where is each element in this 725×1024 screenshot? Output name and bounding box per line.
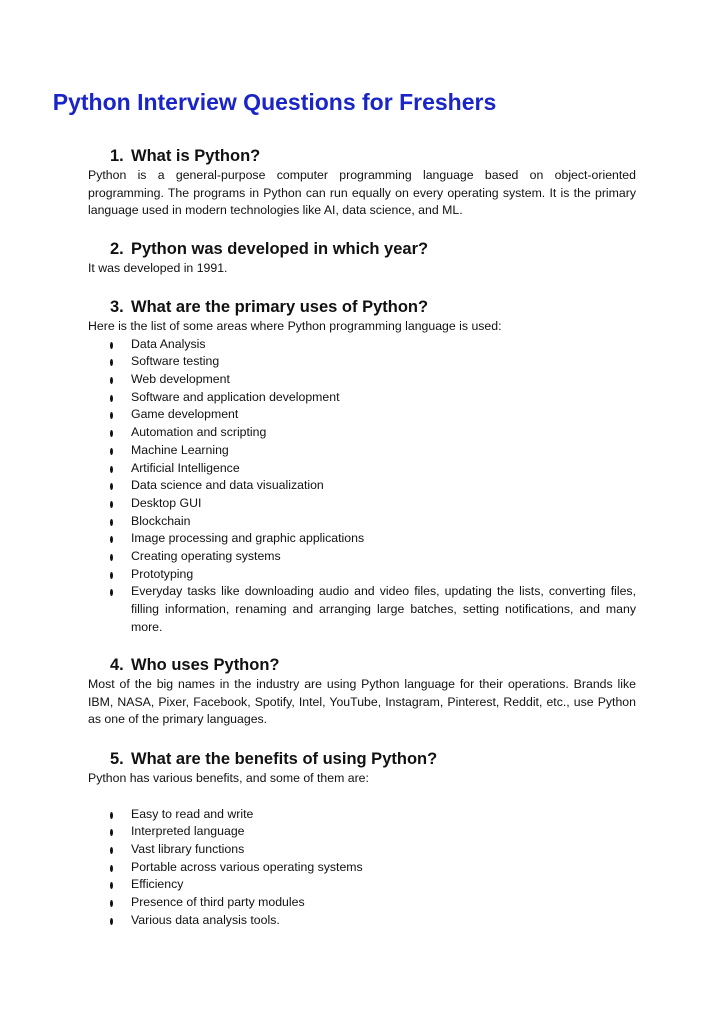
section-developed-year (88, 238, 636, 278)
section-who-uses (88, 654, 636, 729)
bullet-icon (110, 882, 113, 889)
benefits-list (88, 806, 636, 930)
section-number: 4. (110, 656, 124, 674)
section-number: 3. (110, 298, 124, 316)
bullet-icon (110, 501, 113, 508)
list-item: Presence of third party modules (88, 894, 636, 912)
bullet-icon (110, 865, 113, 872)
bullet-icon (110, 812, 113, 819)
bullet-icon (110, 466, 113, 473)
list-item: Vast library functions (88, 841, 636, 859)
section-heading-text: What are the primary uses of Python? (131, 298, 429, 316)
list-item: Machine Learning (88, 442, 636, 460)
section-heading-text: Who uses Python? (131, 656, 280, 674)
section-primary-uses (88, 296, 636, 637)
list-item: Web development (88, 371, 636, 389)
page-title: Python Interview Questions for Freshers (52, 89, 497, 115)
section-heading (88, 654, 636, 676)
section-paragraph: Here is the list of some areas where Python programming language is used: (88, 319, 502, 333)
section-number: 2. (110, 240, 124, 258)
section-number: 5. (110, 750, 124, 768)
section-heading-text: Python was developed in which year? (131, 240, 429, 258)
list-item: Artificial Intelligence (88, 460, 636, 478)
section-number: 1. (110, 147, 124, 165)
list-item: Software testing (88, 353, 636, 371)
bullet-icon (110, 519, 113, 526)
section-heading (88, 296, 636, 318)
bullet-icon (110, 572, 113, 579)
bullet-icon (110, 847, 113, 854)
bullet-icon (110, 536, 113, 543)
section-heading (88, 238, 636, 260)
bullet-icon (110, 377, 113, 384)
section-paragraph: Python is a general-purpose computer programming language based on object-oriented programming. The programs in Python can run equally on every operating system. It is the primary language used in modern technologies like AI, data science, and ML. (88, 168, 636, 218)
list-item: Game development (88, 406, 636, 424)
bullet-icon (110, 359, 113, 366)
bullet-icon (110, 554, 113, 561)
bullet-icon (110, 395, 113, 402)
list-item: Automation and scripting (88, 424, 636, 442)
bullet-icon (110, 589, 113, 596)
section-benefits (88, 748, 636, 930)
section-paragraph: Python has various benefits, and some of them are: (88, 771, 369, 785)
bullet-icon (110, 483, 113, 490)
list-item: Everyday tasks like downloading audio and video files, updating the lists, converting files, filling information, renaming and arranging large batches, setting notifications, and many more. (88, 583, 636, 636)
section-heading (88, 748, 636, 770)
section-what-is-python (88, 145, 636, 220)
bullet-icon (110, 448, 113, 455)
section-paragraph: It was developed in 1991. (88, 261, 228, 275)
bullet-icon (110, 342, 113, 349)
list-item: Efficiency (88, 876, 636, 894)
bullet-icon (110, 918, 113, 925)
list-item: Various data analysis tools. (88, 912, 636, 930)
list-item: Desktop GUI (88, 495, 636, 513)
bullet-icon (110, 430, 113, 437)
list-item: Interpreted language (88, 823, 636, 841)
uses-list (88, 336, 636, 637)
list-item: Software and application development (88, 389, 636, 407)
list-item: Creating operating systems (88, 548, 636, 566)
list-item: Image processing and graphic applications (88, 530, 636, 548)
list-item: Prototyping (88, 566, 636, 584)
list-item: Portable across various operating systems (88, 859, 636, 877)
section-heading-text: What are the benefits of using Python? (131, 750, 438, 768)
list-item: Easy to read and write (88, 806, 636, 824)
list-item: Data science and data visualization (88, 477, 636, 495)
bullet-icon (110, 412, 113, 419)
list-item: Blockchain (88, 513, 636, 531)
list-item: Data Analysis (88, 336, 636, 354)
section-heading (88, 145, 636, 167)
section-paragraph: Most of the big names in the industry are using Python language for their operations. Brands like IBM, NASA, Pixer, Facebook, Spotify, Intel, YouTube, Instagram, Pinterest, Reddit, etc., use Python as one of the primary languages. (88, 677, 636, 727)
bullet-icon (110, 900, 113, 907)
bullet-icon (110, 829, 113, 836)
section-heading-text: What is Python? (131, 147, 261, 165)
